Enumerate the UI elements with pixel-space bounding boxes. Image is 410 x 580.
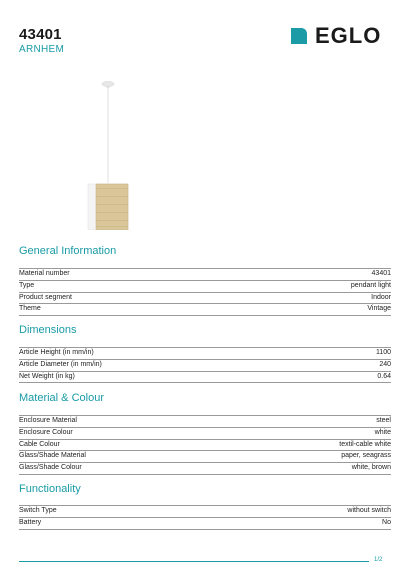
row-label: Enclosure Material [19, 417, 77, 424]
row-value: paper, seagrass [341, 452, 391, 460]
row-label: Theme [19, 305, 41, 313]
page-number: 1/2 [374, 557, 383, 563]
row-value: textil-cable white [339, 440, 391, 448]
row-value: white [374, 428, 391, 436]
section-title-material-colour: Material & Colour [19, 392, 104, 404]
section-title-general-information: General Information [19, 245, 117, 257]
table-row [19, 293, 391, 305]
row-label: Glass/Shade Colour [19, 464, 82, 472]
table-row [19, 281, 391, 293]
table-row [19, 518, 391, 530]
material-colour-table [19, 415, 391, 475]
row-label: Cable Colour [19, 440, 60, 448]
table-row [19, 505, 391, 518]
brand-name: EGLO [315, 23, 382, 48]
row-value: steel [376, 417, 391, 424]
row-label: Switch Type [19, 507, 57, 514]
row-label: Enclosure Colour [19, 428, 73, 436]
row-label: Material number [19, 270, 70, 277]
product-image [78, 80, 138, 230]
row-label: Glass/Shade Material [19, 452, 86, 460]
ceiling-canopy [102, 82, 114, 89]
eglo-logo-icon [289, 26, 309, 46]
product-name: ARNHEM [19, 44, 65, 55]
section-title-dimensions: Dimensions [19, 324, 77, 336]
row-value: pendant light [350, 281, 391, 289]
row-label: Type [19, 281, 35, 289]
table-row [19, 347, 391, 360]
row-label: Product segment [19, 293, 72, 301]
row-value: No [382, 518, 391, 526]
row-value: Indoor [371, 293, 391, 301]
dimensions-table [19, 347, 391, 383]
row-label: Battery [19, 518, 42, 526]
table-row [19, 268, 391, 281]
row-value: Vintage [367, 305, 391, 313]
row-value: 0.64 [377, 372, 391, 380]
table-row [19, 360, 391, 372]
row-value: 43401 [371, 270, 391, 277]
functionality-table [19, 505, 391, 530]
row-label: Article Diameter (in mm/in) [19, 360, 102, 368]
table-row [19, 440, 391, 452]
row-label: Article Height (in mm/in) [19, 349, 94, 356]
product-number: 43401 [19, 26, 62, 43]
brand-logo [289, 25, 381, 47]
table-row [19, 463, 391, 475]
table-row [19, 415, 391, 428]
footer-divider [19, 561, 369, 562]
section-title-functionality: Functionality [19, 483, 81, 495]
table-row [19, 304, 391, 316]
table-row [19, 372, 391, 384]
row-value: 240 [379, 360, 391, 368]
row-value: white, brown [351, 464, 391, 472]
table-row [19, 428, 391, 440]
row-value: 1100 [375, 349, 391, 356]
table-row [19, 451, 391, 463]
row-label: Net Weight (in kg) [19, 372, 75, 380]
row-value: without switch [347, 507, 391, 514]
lamp-shade [88, 184, 128, 230]
general-information-table [19, 268, 391, 316]
